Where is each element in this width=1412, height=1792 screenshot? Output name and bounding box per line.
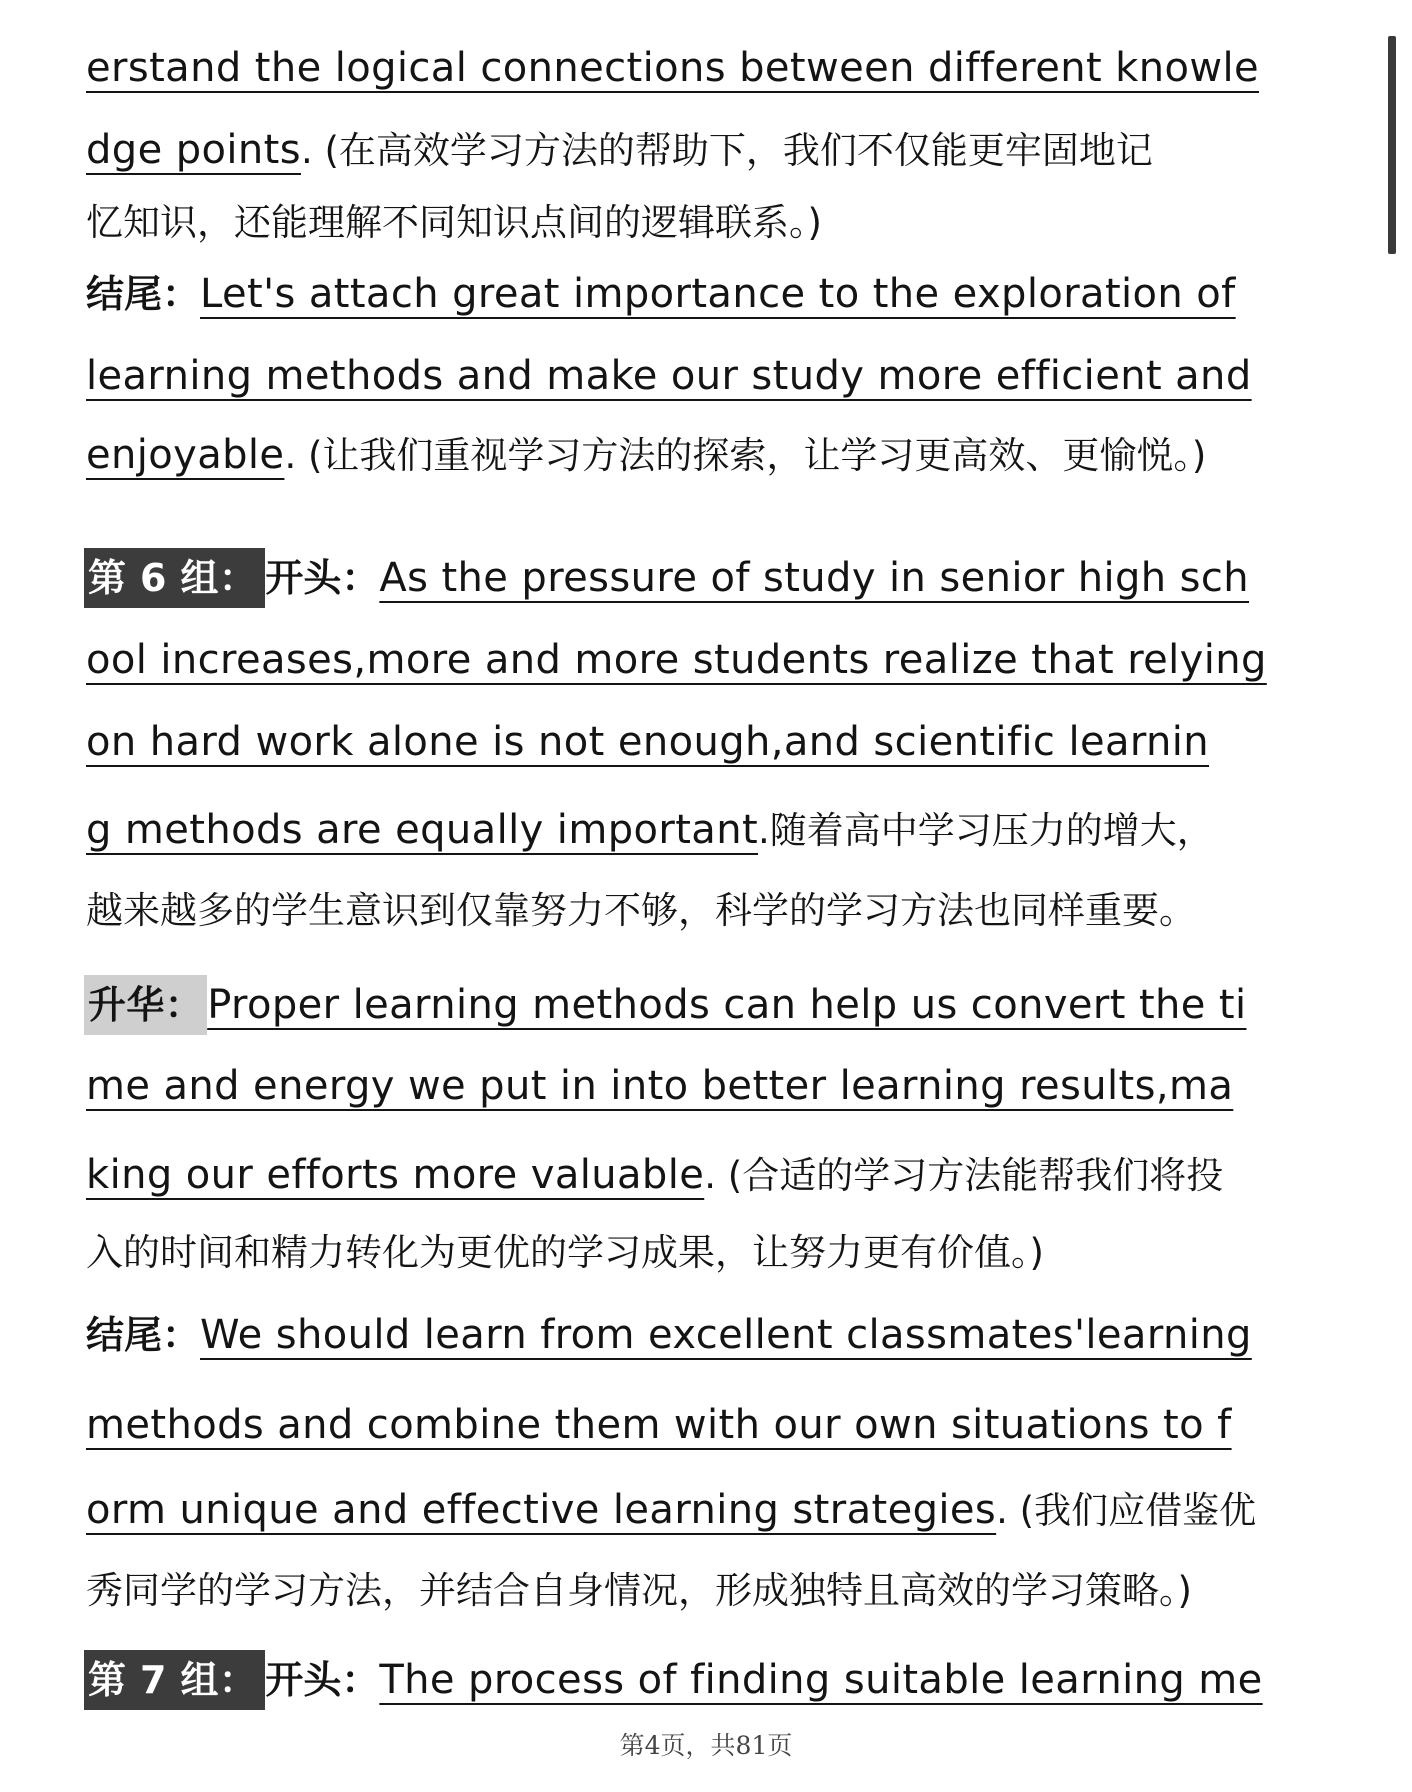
english-text: Proper learning methods can help us convert the ti — [207, 982, 1247, 1028]
scrollbar-thumb[interactable] — [1388, 36, 1396, 254]
english-text: enjoyable — [86, 432, 285, 478]
page-number: 第4页，共81页 — [619, 1731, 793, 1760]
text-line — [86, 1145, 1318, 1205]
text-line — [86, 548, 1318, 608]
english-text: learning methods and make our study more efficient and — [86, 353, 1252, 399]
english-text: Let's attach great importance to the exploration of — [200, 271, 1236, 317]
chinese-text: . (让我们重视学习方法的探索，让学习更高效、更愉悦。) — [284, 434, 1207, 477]
chinese-text: 忆知识，还能理解不同知识点间的逻辑联系。) — [86, 201, 822, 244]
english-text: methods and combine them with our own situations to f — [86, 1402, 1232, 1448]
highlight-label: 升华： — [84, 975, 207, 1035]
chinese-text: 秀同学的学习方法，并结合自身情况，形成独特且高效的学习策略。) — [86, 1569, 1192, 1612]
text-line — [86, 1056, 1318, 1116]
text-line — [86, 630, 1318, 690]
english-text: king our efforts more valuable — [86, 1152, 705, 1198]
text-line — [86, 1222, 1318, 1282]
text-line — [86, 346, 1318, 406]
text-line — [86, 38, 1318, 98]
english-text: on hard work alone is not enough,and scientific learnin — [86, 719, 1210, 765]
english-text: g methods are equally important — [86, 807, 759, 853]
text-line — [86, 1560, 1318, 1620]
text-line — [86, 880, 1318, 940]
chinese-text: 入的时间和精力转化为更优的学习成果，让努力更有价值。) — [86, 1231, 1044, 1274]
english-text: The process of finding suitable learning me — [379, 1657, 1263, 1703]
section-label: 结尾： — [86, 272, 201, 316]
text-line — [86, 1480, 1318, 1540]
section-label: 开头： — [265, 1658, 380, 1702]
text-line — [86, 192, 1318, 252]
chinese-text: . (我们应借鉴优 — [996, 1489, 1257, 1532]
text-line — [86, 975, 1318, 1035]
text-line — [86, 425, 1318, 485]
text-line — [86, 120, 1318, 180]
text-line — [86, 264, 1318, 324]
english-text: me and energy we put in into better learning results,ma — [86, 1063, 1234, 1109]
group-heading: 第 6 组： — [84, 548, 265, 608]
english-text: As the pressure of study in senior high sch — [379, 555, 1250, 601]
chinese-text: .随着高中学习压力的增大， — [758, 809, 1214, 852]
chinese-text: . (合适的学习方法能帮我们将投 — [704, 1154, 1224, 1197]
chinese-text: . (在高效学习方法的帮助下，我们不仅能更牢固地记 — [300, 129, 1153, 172]
english-text: orm unique and effective learning strategies — [86, 1487, 997, 1533]
group-heading: 第 7 组： — [84, 1650, 265, 1710]
text-line — [86, 1650, 1318, 1710]
english-text: We should learn from excellent classmates'learning — [200, 1312, 1252, 1358]
section-label: 结尾： — [86, 1313, 201, 1357]
chinese-text: 越来越多的学生意识到仅靠努力不够，科学的学习方法也同样重要。 — [86, 889, 1196, 932]
section-label: 开头： — [265, 556, 380, 600]
english-text: erstand the logical connections between different knowle — [86, 45, 1259, 91]
english-text: ool increases,more and more students realize that relying — [86, 637, 1267, 683]
text-line — [86, 1395, 1318, 1455]
english-text: dge points — [86, 127, 301, 173]
text-line — [86, 712, 1318, 772]
text-line — [86, 1305, 1318, 1365]
text-line — [86, 800, 1318, 860]
